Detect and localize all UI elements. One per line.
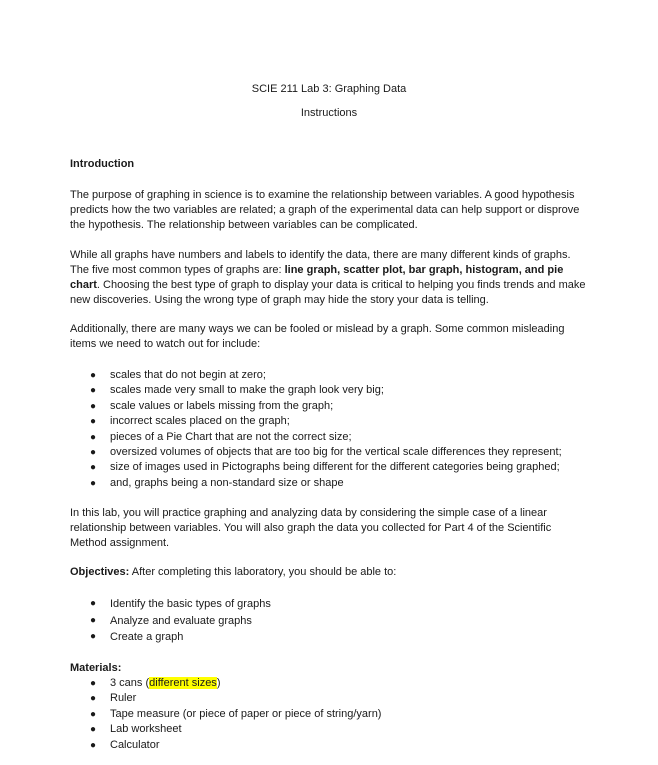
bullet-icon: ● — [90, 724, 97, 736]
objectives-label: Objectives: — [70, 566, 130, 578]
bullet-icon: ● — [90, 739, 97, 751]
bullet-icon: ● — [90, 385, 97, 397]
bullet-icon: ● — [90, 678, 97, 689]
bullet-icon: ● — [90, 370, 97, 381]
document-subtitle: Instructions — [300, 107, 358, 119]
list-item: ● size of images used in Pictographs being different for the different categories being graphed; — [70, 460, 562, 475]
list-item: ● Calculator — [70, 738, 381, 753]
misleading-items-list — [70, 368, 562, 491]
bullet-icon: ● — [90, 400, 97, 412]
list-item: ● 3 cans (different sizes) — [70, 676, 381, 691]
list-item: ● Lab worksheet — [70, 722, 381, 737]
list-item: ● Identify the basic types of graphs — [70, 596, 271, 613]
para2-text-a: While all graphs have numbers and labels to identify the data, there are many different kinds of graphs. The five most common types of graphs are: — [70, 249, 571, 276]
materials-list — [70, 676, 381, 753]
list-item: ● Create a graph — [70, 629, 271, 646]
document-title: SCIE 211 Lab 3: Graphing Data — [251, 83, 407, 95]
list-item: ● scales made very small to make the graph look very big; — [70, 383, 562, 398]
bullet-icon: ● — [90, 631, 97, 642]
bullet-icon: ● — [90, 708, 97, 720]
list-item: ● pieces of a Pie Chart that are not the correct size; — [70, 430, 562, 445]
graph-types-bold: line graph, scatter plot, bar graph, histogram, and pie chart — [70, 264, 564, 291]
list-item: ● and, graphs being a non-standard size or shape — [70, 476, 562, 491]
intro-paragraph-2 — [70, 248, 590, 308]
list-item: ● scale values or labels missing from the graph; — [70, 399, 562, 414]
objectives-text: After completing this laboratory, you should be able to: — [129, 566, 397, 578]
bullet-icon: ● — [90, 416, 97, 428]
list-item: ● Analyze and evaluate graphs — [70, 613, 271, 630]
bullet-icon: ● — [90, 446, 97, 458]
para2-text-b: . Choosing the best type of graph to display your data is critical to helping you finds trends and make new discoveries. Using the wrong type of graph may hide the story your data is telling. — [70, 279, 586, 306]
bullet-icon: ● — [90, 614, 97, 626]
list-item: ● incorrect scales placed on the graph; — [70, 414, 562, 429]
highlighted-text: different sizes — [149, 677, 217, 689]
list-item: ● scales that do not begin at zero; — [70, 368, 562, 383]
bullet-icon: ● — [90, 431, 97, 443]
list-item: ● Ruler — [70, 691, 381, 706]
introduction-heading: Introduction — [70, 158, 135, 170]
lab-description-paragraph: In this lab, you will practice graphing and analyzing data by considering the simple case of a linear relationship between variables. You will also graph the data you collected for Part 4 of the Scientific Method assignment. — [70, 507, 552, 549]
bullet-icon: ● — [90, 462, 97, 474]
bullet-icon: ● — [90, 693, 97, 705]
intro-paragraph-1: The purpose of graphing in science is to examine the relationship between variables. A good hypothesis predicts how the two variables are related; a graph of the experimental data can help support or disprove the hypothesis. The relationship between variables can be complicated. — [70, 189, 580, 231]
materials-heading: Materials: — [70, 662, 122, 674]
bullet-icon: ● — [90, 598, 97, 609]
bullet-icon: ● — [90, 477, 97, 489]
objectives-line — [70, 565, 590, 580]
list-item: ● oversized volumes of objects that are too big for the vertical scale differences they represent; — [70, 445, 562, 460]
objectives-list — [70, 596, 271, 646]
intro-paragraph-3: Additionally, there are many ways we can be fooled or mislead by a graph. Some common misleading items we need to watch out for include: — [70, 323, 565, 350]
list-item: ● Tape measure (or piece of paper or piece of string/yarn) — [70, 707, 381, 722]
